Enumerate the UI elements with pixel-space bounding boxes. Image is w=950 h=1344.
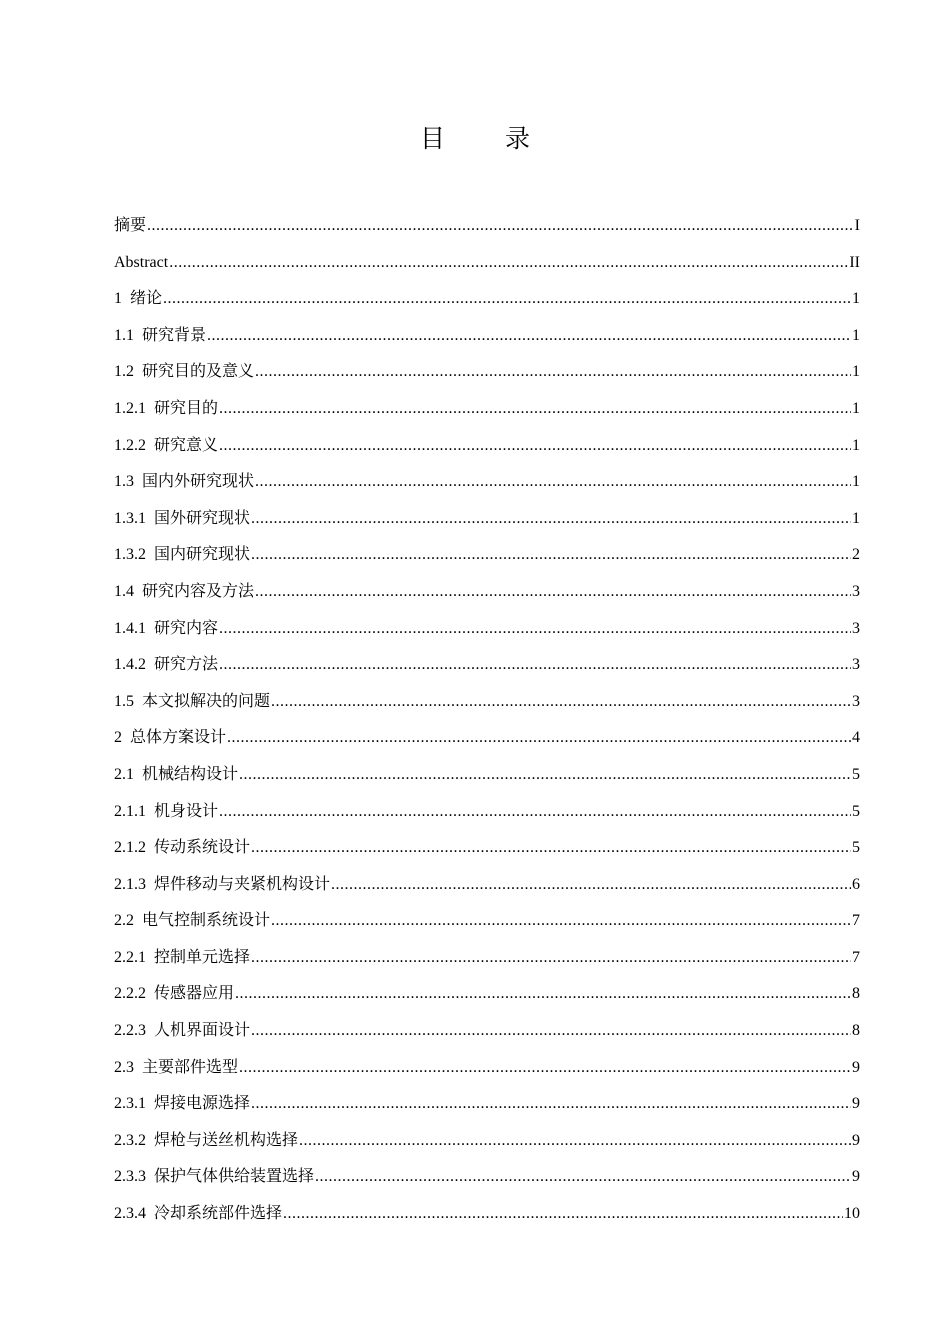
toc-entry-page-number: 1 (852, 509, 860, 527)
toc-entry[interactable] (114, 318, 860, 355)
toc-entry-label: 研究目的 (154, 399, 219, 417)
toc-entry-label: 电气控制系统设计 (142, 912, 271, 930)
toc-entry-page-number: 9 (852, 1168, 860, 1186)
toc-entry[interactable] (114, 1013, 860, 1050)
toc-entry[interactable] (114, 245, 860, 282)
toc-entry-page-number: 2 (852, 546, 860, 564)
toc-entry-page-number: 5 (852, 802, 860, 820)
toc-entry-page-number: 5 (852, 839, 860, 857)
toc-entry[interactable] (114, 757, 860, 794)
toc-entry-number: 1.2.2 (114, 436, 146, 454)
toc-entry-label: 国外研究现状 (154, 509, 251, 527)
toc-entry-number: 2.1.1 (114, 802, 146, 820)
toc-entry-number: 1.3 (114, 473, 134, 491)
toc-entry-page-number: 4 (852, 729, 860, 747)
toc-entry-number: 2.2 (114, 912, 134, 930)
toc-entry[interactable] (114, 976, 860, 1013)
toc-entry[interactable] (114, 903, 860, 940)
toc-entry[interactable] (114, 501, 860, 538)
toc-entry-label: 研究背景 (142, 326, 207, 344)
toc-dot-leader (251, 940, 851, 977)
toc-entry-label: 绪论 (130, 290, 163, 308)
table-of-contents (114, 208, 860, 1233)
toc-entry[interactable] (114, 830, 860, 867)
toc-dot-leader (271, 684, 851, 721)
toc-entry-label: 研究内容 (154, 619, 219, 637)
toc-entry[interactable] (114, 1086, 860, 1123)
toc-dot-leader (239, 1050, 851, 1087)
toc-entry-page-number: 9 (852, 1131, 860, 1149)
toc-dot-leader (331, 867, 851, 904)
toc-dot-leader (169, 245, 848, 282)
toc-entry-number: 2.3.1 (114, 1095, 146, 1113)
toc-entry-number: 2.3.4 (114, 1205, 146, 1223)
toc-entry-page-number: 1 (852, 399, 860, 417)
toc-entry-page-number: 3 (852, 656, 860, 674)
toc-entry-number: 1.4.1 (114, 619, 146, 637)
toc-entry-page-number: II (849, 253, 860, 271)
toc-entry-number: 2.1 (114, 765, 134, 783)
toc-entry-number: 1.3.2 (114, 546, 146, 564)
toc-dot-leader (251, 501, 851, 538)
toc-dot-leader (255, 354, 851, 391)
toc-entry-page-number: 1 (852, 436, 860, 454)
toc-dot-leader (251, 1086, 851, 1123)
toc-dot-leader (251, 1013, 851, 1050)
toc-entry[interactable] (114, 940, 860, 977)
toc-entry-page-number: 3 (852, 692, 860, 710)
toc-entry-label: 机械结构设计 (142, 765, 239, 783)
toc-entry-page-number: 9 (852, 1095, 860, 1113)
toc-entry-label: 主要部件选型 (142, 1058, 239, 1076)
page-title: 目 录 (420, 124, 556, 153)
toc-entry-label: 冷却系统部件选择 (154, 1205, 283, 1223)
toc-entry[interactable] (114, 537, 860, 574)
toc-entry-number: 1.5 (114, 692, 134, 710)
toc-dot-leader (299, 1123, 851, 1160)
toc-dot-leader (271, 903, 851, 940)
toc-dot-leader (219, 391, 851, 428)
toc-entry-label: 人机界面设计 (154, 1022, 251, 1040)
toc-dot-leader (239, 757, 851, 794)
toc-entry-label: 传动系统设计 (154, 839, 251, 857)
toc-entry-page-number: 3 (852, 619, 860, 637)
toc-entry-label: 国内研究现状 (154, 546, 251, 564)
toc-entry-page-number: I (854, 217, 860, 234)
toc-entry-label: 研究内容及方法 (142, 582, 255, 600)
toc-entry-number: 1.1 (114, 326, 134, 344)
toc-dot-leader (283, 1196, 843, 1233)
toc-entry-label: 保护气体供给装置选择 (154, 1168, 315, 1186)
toc-dot-leader (251, 830, 851, 867)
toc-entry-label: 焊接电源选择 (154, 1095, 251, 1113)
toc-entry-label: 传感器应用 (154, 985, 235, 1003)
toc-dot-leader (255, 464, 851, 501)
toc-dot-leader (219, 428, 851, 465)
toc-dot-leader (163, 281, 851, 318)
toc-entry-number: 2.3.3 (114, 1168, 146, 1186)
toc-entry-page-number: 1 (852, 290, 860, 308)
toc-entry-page-number: 8 (852, 985, 860, 1003)
toc-entry-number: 2.2.3 (114, 1022, 146, 1040)
toc-entry-page-number: 9 (852, 1058, 860, 1076)
toc-entry-page-number: 10 (844, 1205, 860, 1223)
toc-entry[interactable] (114, 720, 860, 757)
toc-entry-page-number: 1 (852, 326, 860, 344)
toc-entry-number: 2.1.2 (114, 839, 146, 857)
toc-entry-label: 国内外研究现状 (142, 473, 255, 491)
toc-entry-label: 焊枪与送丝机构选择 (154, 1131, 299, 1149)
toc-entry[interactable] (114, 354, 860, 391)
toc-dot-leader (219, 647, 851, 684)
toc-entry[interactable] (114, 428, 860, 465)
toc-entry-page-number: 8 (852, 1022, 860, 1040)
toc-entry-label: 研究方法 (154, 656, 219, 674)
toc-entry-page-number: 7 (852, 948, 860, 966)
toc-entry-label: 机身设计 (154, 802, 219, 820)
toc-entry-number: 1 (114, 290, 122, 308)
toc-entry-label: 焊件移动与夹紧机构设计 (154, 875, 331, 893)
toc-entry-number: 2 (114, 729, 122, 747)
toc-entry-number: 1.2 (114, 363, 134, 381)
toc-dot-leader (235, 976, 851, 1013)
toc-entry-label: Abstract (114, 253, 169, 271)
toc-entry[interactable] (114, 281, 860, 318)
toc-entry-label: 研究意义 (154, 436, 219, 454)
toc-entry[interactable] (114, 684, 860, 721)
toc-dot-leader (207, 318, 851, 355)
toc-entry-page-number: 7 (852, 912, 860, 930)
toc-entry[interactable] (114, 1196, 860, 1233)
toc-dot-leader (255, 574, 851, 611)
toc-entry-number: 2.3.2 (114, 1131, 146, 1149)
toc-entry[interactable] (114, 794, 860, 831)
toc-entry-number: 2.1.3 (114, 875, 146, 893)
toc-dot-leader (227, 720, 851, 757)
toc-entry-number: 2.3 (114, 1058, 134, 1076)
toc-entry[interactable] (114, 1050, 860, 1087)
toc-dot-leader (219, 794, 851, 831)
toc-entry-label: 控制单元选择 (154, 948, 251, 966)
toc-dot-leader (219, 611, 851, 648)
toc-entry[interactable] (114, 208, 860, 245)
toc-entry-number: 1.4 (114, 582, 134, 600)
toc-entry-label: 总体方案设计 (130, 729, 227, 747)
toc-entry[interactable] (114, 574, 860, 611)
toc-entry-number: 2.2.1 (114, 948, 146, 966)
toc-entry[interactable] (114, 464, 860, 501)
toc-entry-page-number: 3 (852, 582, 860, 600)
toc-entry-number: 1.2.1 (114, 399, 146, 417)
toc-entry-label: 研究目的及意义 (142, 363, 255, 381)
toc-entry-number: 1.3.1 (114, 509, 146, 527)
toc-entry-number: 1.4.2 (114, 656, 146, 674)
toc-entry-page-number: 1 (852, 473, 860, 491)
toc-entry[interactable] (114, 867, 860, 904)
toc-entry-label: 本文拟解决的问题 (142, 692, 271, 710)
toc-entry[interactable] (114, 647, 860, 684)
toc-entry-page-number: 5 (852, 765, 860, 783)
toc-entry[interactable] (114, 1123, 860, 1160)
toc-entry[interactable] (114, 391, 860, 428)
toc-entry-label: 摘要 (114, 217, 147, 234)
toc-entry-page-number: 6 (852, 875, 860, 893)
toc-dot-leader (251, 537, 851, 574)
toc-dot-leader (315, 1159, 851, 1196)
toc-dot-leader (147, 208, 854, 245)
toc-entry[interactable] (114, 1159, 860, 1196)
toc-entry-page-number: 1 (852, 363, 860, 381)
toc-entry-number: 2.2.2 (114, 985, 146, 1003)
toc-entry[interactable] (114, 611, 860, 648)
